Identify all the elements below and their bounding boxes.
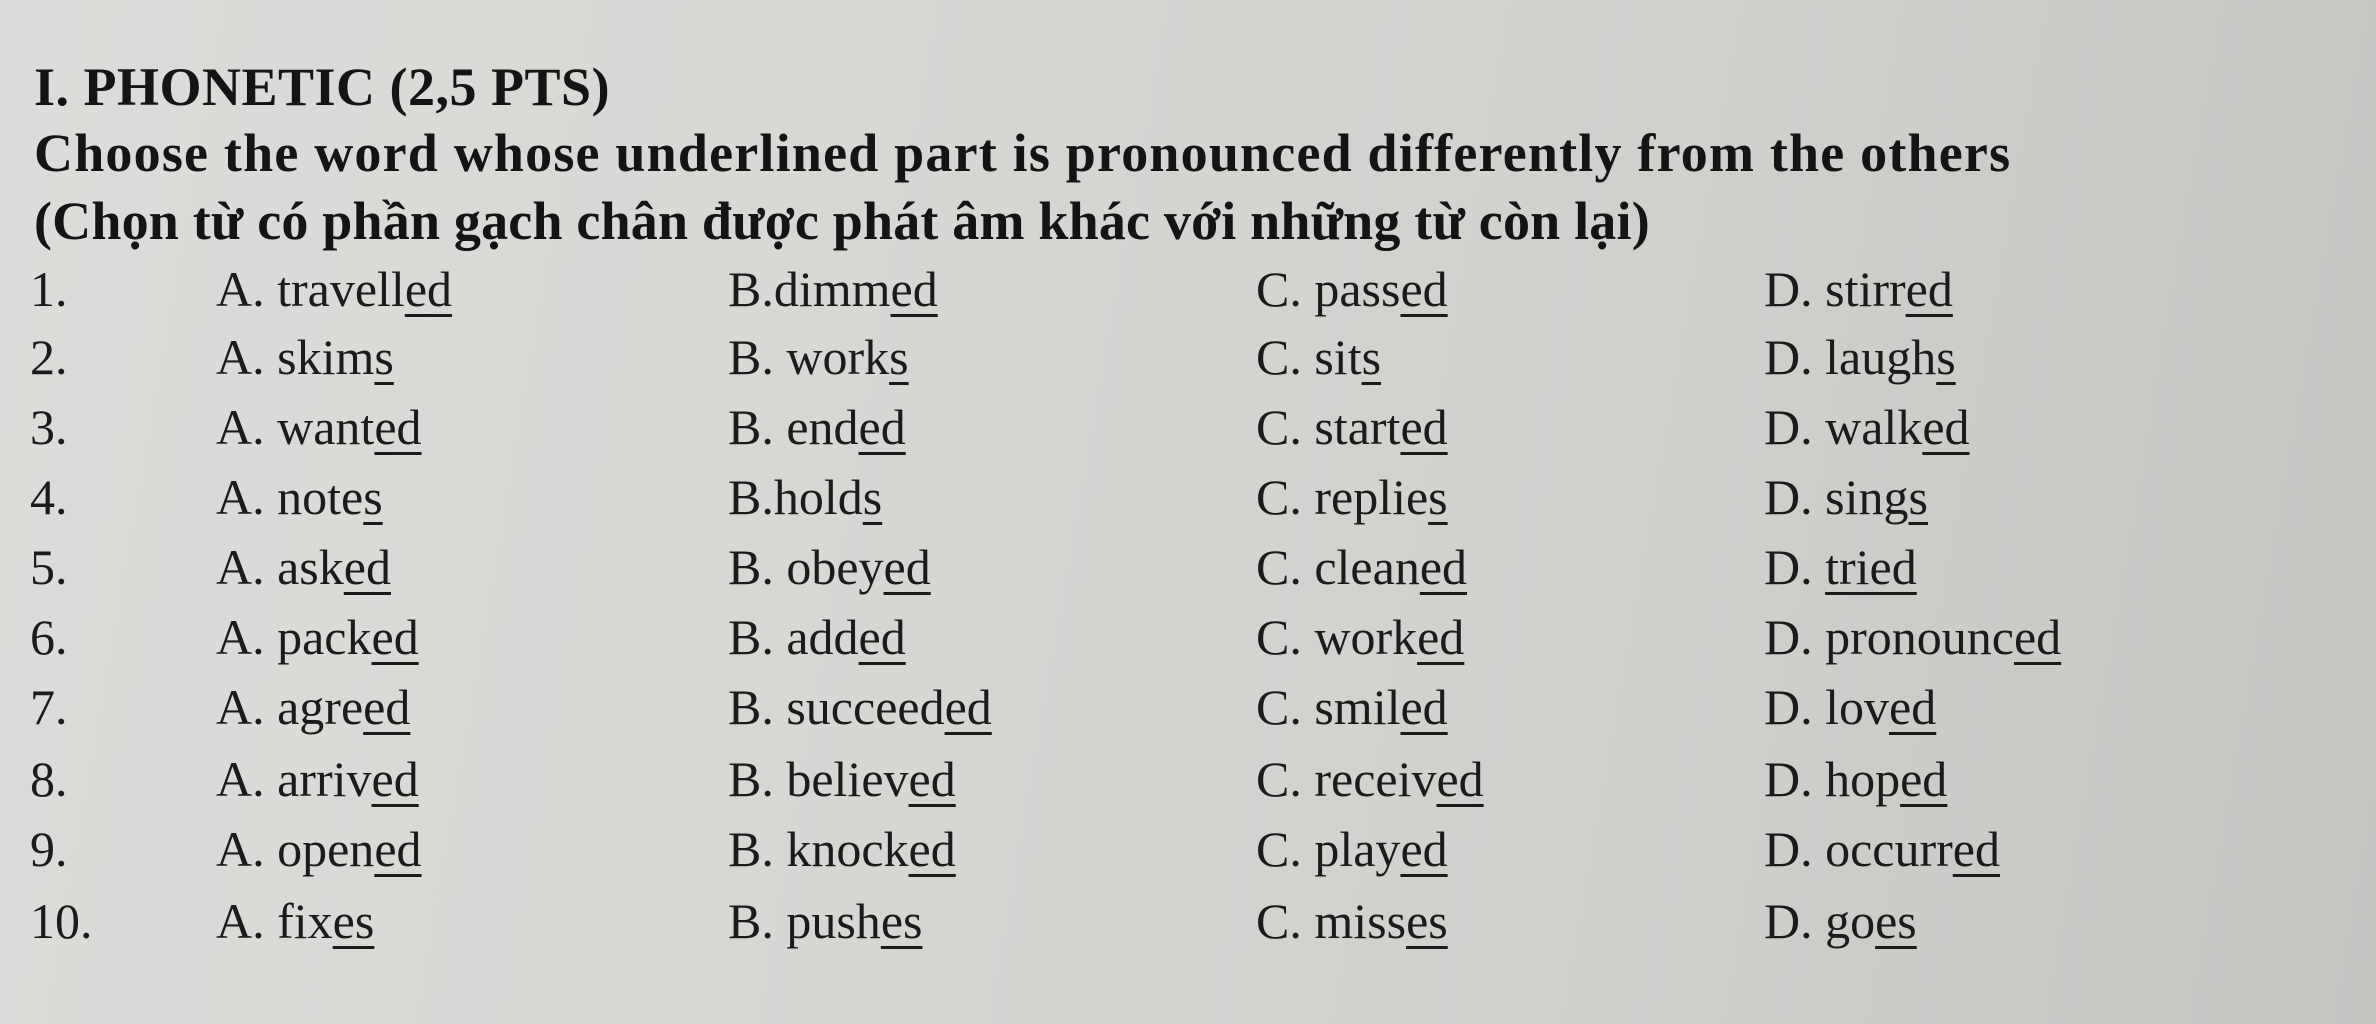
underlined-part: ed — [404, 261, 453, 317]
option-b — [728, 538, 931, 596]
question-number: 1. — [30, 261, 68, 317]
underlined-part: ed — [2013, 609, 2062, 665]
underlined-part: ed — [858, 399, 906, 455]
option-text: B. push — [728, 893, 881, 949]
question-number: 6. — [30, 609, 68, 665]
option-text: C. sit — [1256, 329, 1362, 385]
question-row — [0, 260, 2376, 330]
option-a — [216, 260, 452, 318]
underlined-part: s — [363, 469, 383, 525]
option-b — [728, 468, 882, 526]
option-text: C. clean — [1256, 539, 1420, 595]
underlined-part: ed — [1400, 821, 1448, 877]
underlined-part: ed — [1952, 821, 2000, 877]
underlined-part: s — [1908, 469, 1928, 525]
option-text: D. walk — [1764, 399, 1923, 455]
option-d — [1764, 398, 1970, 456]
question-number: 8. — [30, 751, 68, 807]
underlined-part: ed — [1905, 261, 1953, 317]
option-text: B.hold — [728, 469, 863, 525]
option-c — [1256, 678, 1448, 736]
option-text: D. occurr — [1764, 821, 1953, 877]
option-b — [728, 892, 922, 950]
option-text: B. succeed — [728, 679, 945, 735]
option-c — [1256, 820, 1448, 878]
option-b — [728, 820, 956, 878]
underlined-part: es — [1875, 893, 1917, 949]
option-text: D. — [1764, 539, 1826, 595]
question-number: 4. — [30, 469, 68, 525]
question-number: 9. — [30, 821, 68, 877]
underlined-part: ed — [883, 539, 931, 595]
underlined-part: es — [1406, 893, 1448, 949]
option-text: A. want — [216, 399, 375, 455]
section-title: I. PHONETIC (2,5 PTS) — [34, 57, 611, 117]
option-b — [728, 398, 906, 456]
option-d — [1764, 678, 1936, 736]
underlined-part: ed — [908, 821, 956, 877]
option-text: B. believ — [728, 751, 909, 807]
option-text: C. miss — [1256, 893, 1407, 949]
option-a — [216, 750, 419, 808]
underlined-part: ed — [374, 821, 422, 877]
option-b — [728, 608, 906, 666]
question-row — [0, 750, 2376, 820]
option-a — [216, 820, 422, 878]
option-c — [1256, 750, 1484, 808]
underlined-part: es — [880, 893, 923, 949]
option-text: B. work — [728, 329, 890, 385]
underlined-part: ed — [1400, 679, 1448, 735]
underlined-part: es — [332, 893, 375, 949]
question-row — [0, 468, 2376, 538]
option-c — [1256, 892, 1448, 950]
option-text: D. pronounc — [1764, 609, 2014, 665]
option-c — [1256, 538, 1467, 596]
option-text: D. hop — [1764, 751, 1901, 807]
option-text: A. arriv — [216, 751, 372, 807]
option-text: C. play — [1256, 821, 1401, 877]
underlined-part: ed — [1922, 399, 1970, 455]
underlined-part: ed — [343, 539, 391, 595]
underlined-part: ed — [1400, 399, 1448, 455]
option-text: C. receiv — [1256, 751, 1437, 807]
underlined-part: s — [374, 329, 394, 385]
question-row — [0, 328, 2376, 398]
question-number: 7. — [30, 679, 68, 735]
question-row — [0, 820, 2376, 890]
option-c — [1256, 328, 1381, 386]
option-d — [1764, 820, 2000, 878]
option-text: D. sing — [1764, 469, 1909, 525]
underlined-part: ed — [1417, 609, 1465, 665]
underlined-part: ed — [944, 679, 992, 735]
option-a — [216, 398, 422, 456]
option-text: C. work — [1256, 609, 1418, 665]
underlined-part: ed — [1419, 539, 1468, 595]
option-text: D. go — [1764, 893, 1876, 949]
underlined-part: ed — [1889, 679, 1937, 735]
question-number: 2. — [30, 329, 68, 385]
question-row — [0, 892, 2376, 962]
option-c — [1256, 468, 1448, 526]
option-a — [216, 678, 410, 736]
option-a — [216, 328, 394, 386]
option-d — [1764, 260, 1953, 318]
option-d — [1764, 892, 1917, 950]
option-text: A. note — [216, 469, 364, 525]
option-text: A. agre — [216, 679, 364, 735]
underlined-part: s — [1936, 329, 1956, 385]
option-text: B.dimm — [728, 261, 891, 317]
question-row — [0, 398, 2376, 468]
option-c — [1256, 260, 1448, 318]
underlined-part: ed — [371, 751, 419, 807]
question-number: 3. — [30, 399, 68, 455]
question-number: 5. — [30, 539, 68, 595]
option-c — [1256, 608, 1464, 666]
option-c — [1256, 398, 1448, 456]
underlined-part: s — [1428, 469, 1448, 525]
option-b — [728, 750, 956, 808]
instruction-text-vietnamese: (Chọn từ có phần gạch chân được phát âm khác với những từ còn lại) — [34, 191, 1650, 251]
option-b — [728, 678, 992, 736]
option-text: C. start — [1256, 399, 1401, 455]
option-b — [728, 328, 909, 386]
underlined-part: ed — [908, 751, 956, 807]
option-text: D. laugh — [1764, 329, 1937, 385]
option-a — [216, 468, 383, 526]
question-row — [0, 678, 2376, 748]
underlined-part: ed — [374, 399, 422, 455]
option-text: C. pass — [1256, 261, 1401, 317]
option-d — [1764, 750, 1947, 808]
question-row — [0, 608, 2376, 678]
option-text: D. lov — [1764, 679, 1889, 735]
option-text: A. pack — [216, 609, 372, 665]
option-text: A. open — [216, 821, 375, 877]
option-text: B. end — [728, 399, 859, 455]
question-number: 10. — [30, 893, 93, 949]
underlined-part: tried — [1825, 539, 1917, 595]
underlined-part: ed — [371, 609, 419, 665]
underlined-part: ed — [858, 609, 906, 665]
question-row — [0, 538, 2376, 608]
underlined-part: s — [1361, 329, 1382, 385]
option-d — [1764, 538, 1917, 596]
option-text: B. obey — [728, 539, 884, 595]
option-d — [1764, 608, 2061, 666]
option-a — [216, 608, 419, 666]
option-text: D. stirr — [1764, 261, 1906, 317]
option-text: A. ask — [216, 539, 344, 595]
option-text: C. smil — [1256, 679, 1401, 735]
option-text: A. fix — [216, 893, 333, 949]
option-a — [216, 538, 391, 596]
underlined-part: ed — [890, 261, 938, 317]
option-a — [216, 892, 374, 950]
option-b — [728, 260, 938, 318]
underlined-part: s — [889, 329, 909, 385]
underlined-part: ed — [1900, 751, 1948, 807]
option-text: A. skim — [216, 329, 375, 385]
underlined-part: ed — [363, 679, 411, 735]
option-d — [1764, 328, 1956, 386]
option-text: C. replie — [1256, 469, 1429, 525]
option-text: B. add — [728, 609, 859, 665]
underlined-part: ed — [1436, 751, 1484, 807]
underlined-part: s — [862, 469, 883, 525]
option-text: A. travell — [216, 261, 405, 317]
underlined-part: ed — [1400, 261, 1448, 317]
instruction-text: Choose the word whose underlined part is pronounced differently from the others — [34, 123, 2012, 183]
option-text: B. knock — [728, 821, 909, 877]
option-d — [1764, 468, 1928, 526]
